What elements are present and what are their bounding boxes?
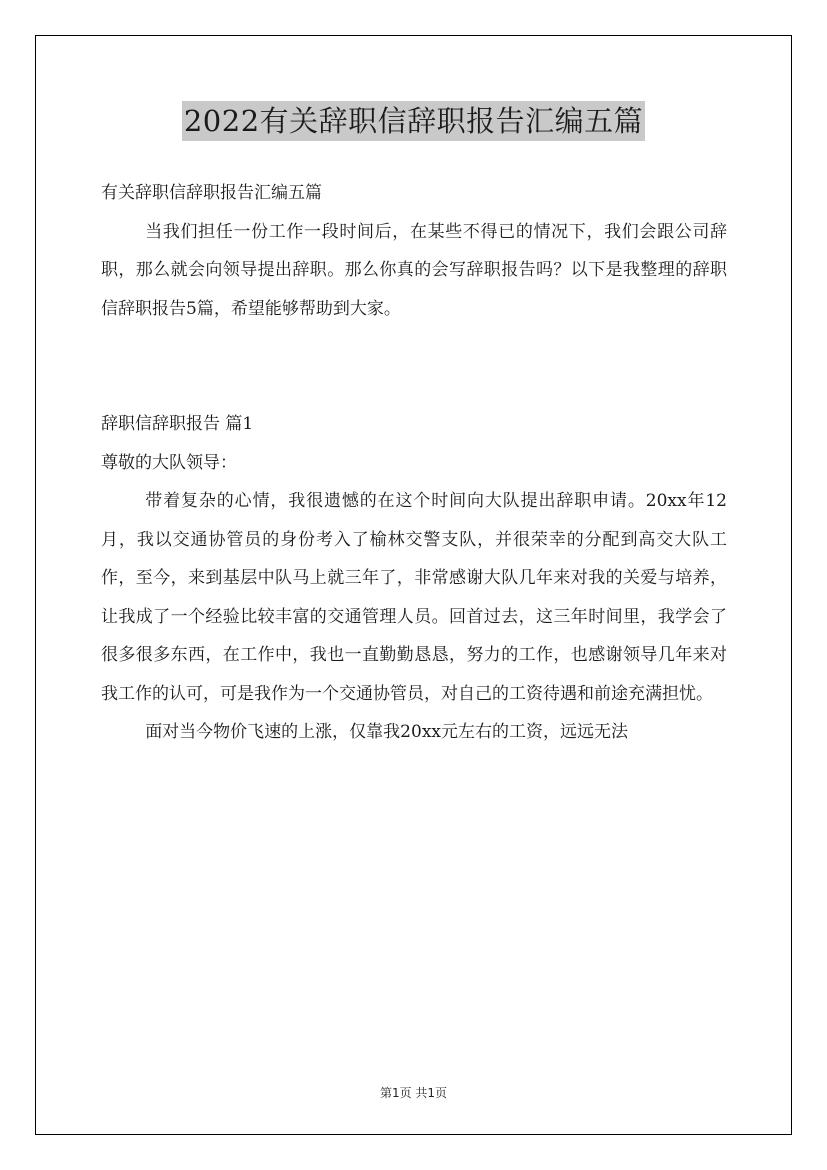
section-heading: 辞职信辞职报告 篇1: [101, 414, 254, 434]
body-paragraph-1: 带着复杂的心情，我很遗憾的在这个时间向大队提出辞职申请。20xx年12月，我以交通协管员的身份考入了榆林交警支队，并很荣幸的分配到高交大队工作，至今，来到基层中队马上就三年了，非常感谢大队几年来对我的关爱与培养，让我成了一个经验比较丰富的交通管理人员。回首过去，这三年时间里，我学会了很多很多东西，在工作中，我也一直勤勤恳恳，努力的工作，也感谢领导几年来对我工作的认可，可是我作为一个交通协管员，对自己的工资待遇和前途充满担忧。: [101, 491, 727, 704]
section-gap: [101, 328, 727, 405]
body-paragraph-2: 面对当今物价飞速的上涨，仅靠我20xx元左右的工资，远远无法: [145, 722, 628, 742]
document-subtitle: 有关辞职信辞职报告汇编五篇: [101, 183, 322, 203]
salutation: 尊敬的大队领导：: [101, 452, 237, 473]
page-footer: 第1页 共1页: [379, 1086, 448, 1100]
intro-paragraph: 当我们担任一份工作一段时间后，在某些不得已的情况下，我们会跟公司辞职，那么就会向领导提出辞职。那么你真的会写辞职报告吗？以下是我整理的辞职信辞职报告5篇，希望能够帮助到大家。: [101, 221, 727, 319]
document-title-text: 2022有关辞职信辞职报告汇编五篇: [182, 101, 645, 141]
document-body: [101, 174, 727, 752]
document-title: [0, 101, 827, 141]
